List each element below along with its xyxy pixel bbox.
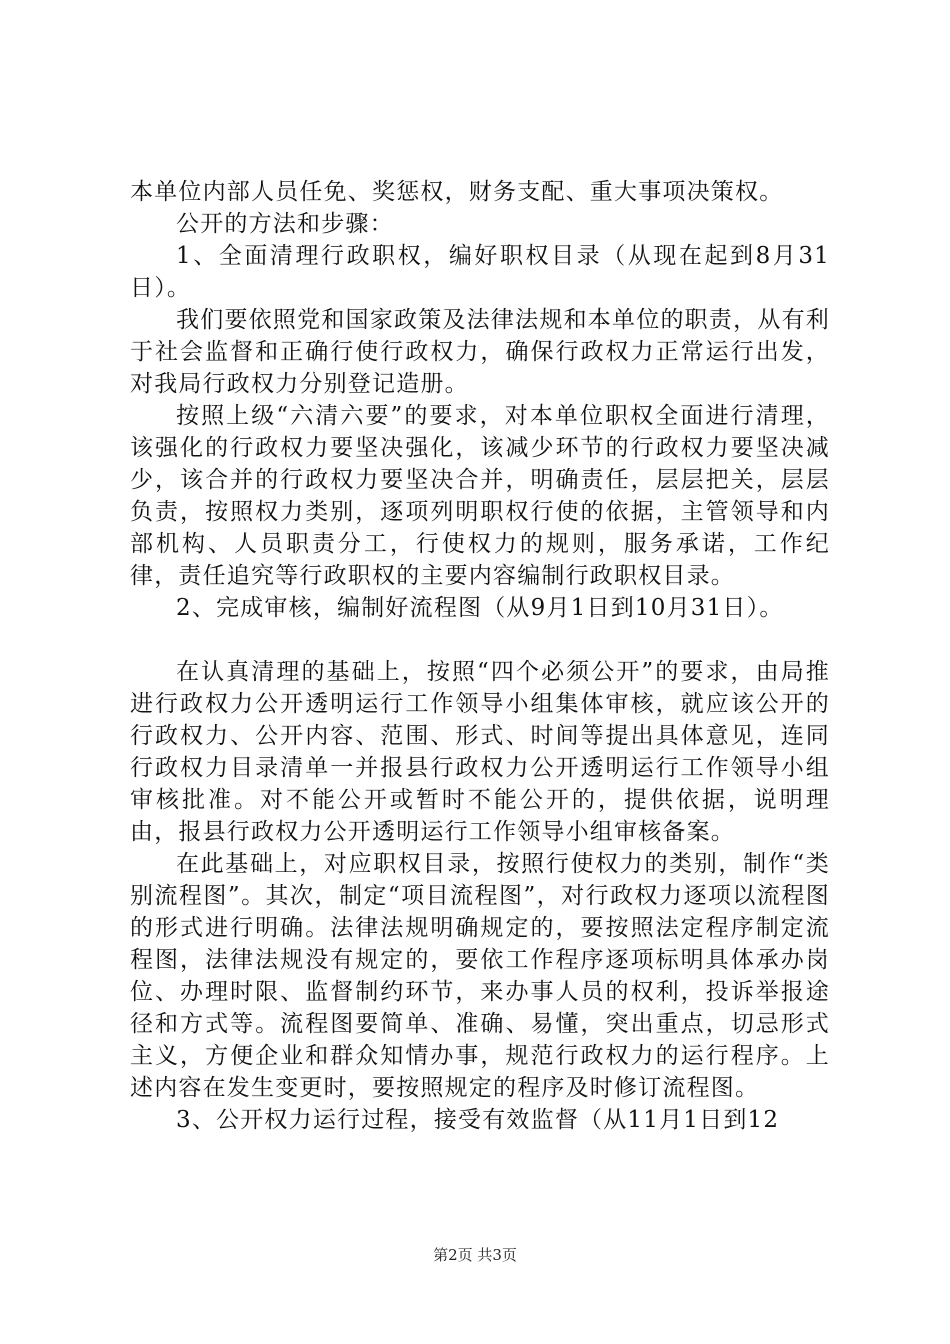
paragraph-5: 按照上级“六清六要”的要求，对本单位职权全面进行清理，该强化的行政权力要坚决强化，该减少环节的行政权力要坚决减少，该合并的行政权力要坚决合并，明确责任，层层把关，层层负责，按照权力类别，逐项列明职权行使的依据，主管领导和内部机构、人员职责分工，行使权力的规则，服务承诺，工作纪律，责任追究等行政职权的主要内容编制行政职权目录。 bbox=[130, 403, 830, 589]
paragraph-2: 公开的方法和步骤： bbox=[176, 211, 394, 237]
paragraph-4: 我们要依照党和国家政策及法律法规和本单位的职责，从有利于社会监督和正确行使行政权力，确保行政权力正常运行出发，对我局行政权力分别登记造册。 bbox=[130, 307, 830, 397]
paragraph-3: 1、全面清理行政职权，编好职权目录（从现在起到8月31日）。 bbox=[130, 243, 830, 301]
paragraph-7: 在认真清理的基础上，按照“四个必须公开”的要求，由局推进行政权力公开透明运行工作领导小组集体审核，就应该公开的行政权力、公开内容、范围、形式、时间等提出具体意见，连同行政权力目录清单一并报县行政权力公开透明运行工作领导小组审核批准。对不能公开或暂时不能公开的，提供依据，说明理由，报县行政权力公开透明运行工作领导小组审核备案。 bbox=[130, 659, 830, 845]
paragraph-9: 3、公开权力运行过程，接受有效监督（从11月1日到12 bbox=[176, 1107, 780, 1133]
document-body bbox=[130, 176, 830, 1136]
paragraph-1: 本单位内部人员任免、奖惩权，财务支配、重大事项决策权。 bbox=[130, 179, 784, 205]
page-number-footer: 第2页 共3页 bbox=[433, 1246, 517, 1264]
paragraph-6: 2、完成审核，编制好流程图（从9月1日到10月31日）。 bbox=[176, 595, 784, 621]
paragraph-8: 在此基础上，对应职权目录，按照行使权力的类别，制作“类别流程图”。其次，制定“项目流程图”，对行政权力逐项以流程图的形式进行明确。法律法规明确规定的，要按照法定程序制定流程图，法律法规没有规定的，要依工作程序逐项标明具体承办岗位、办理时限、监督制约环节，来办事人员的权利，投诉举报途径和方式等。流程图要简单、准确、易懂，突出重点，切忌形式主义，方便企业和群众知情办事，规范行政权力的运行程序。上述内容在发生变更时，要按照规定的程序及时修订流程图。 bbox=[130, 851, 830, 1101]
